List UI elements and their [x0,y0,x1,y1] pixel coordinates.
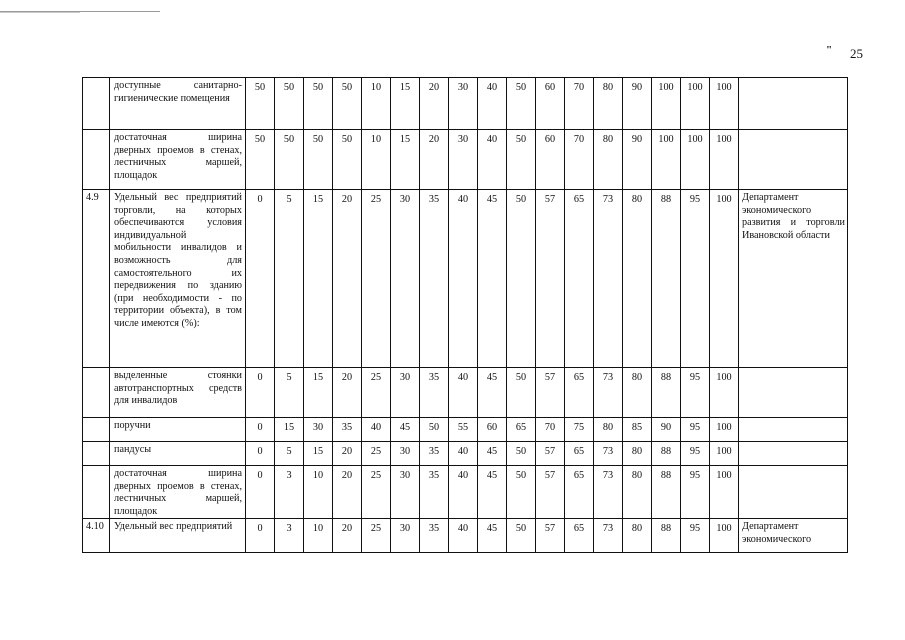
value-cell: 30 [449,130,478,190]
value-cell: 95 [681,442,710,466]
value-cell: 50 [275,78,304,130]
value-cell: 40 [449,466,478,519]
value-cell: 25 [362,368,391,418]
value-cell: 35 [420,368,449,418]
value-cell: 10 [304,519,333,553]
value-cell: 20 [333,519,362,553]
value-cell: 50 [246,130,275,190]
table-row [83,78,848,130]
value-cell: 25 [362,442,391,466]
responsible-cell [739,466,848,519]
table-body [83,78,848,553]
value-cell: 88 [652,190,681,368]
value-cell: 40 [449,190,478,368]
value-cell: 90 [623,78,652,130]
value-cell: 100 [652,130,681,190]
table-row [83,190,848,368]
value-cell: 65 [507,418,536,442]
value-cell: 25 [362,519,391,553]
value-cell: 57 [536,368,565,418]
value-cell: 100 [710,190,739,368]
value-cell: 10 [304,466,333,519]
value-cell: 45 [478,466,507,519]
value-cell: 0 [246,418,275,442]
value-cell: 88 [652,442,681,466]
value-cell: 45 [478,442,507,466]
table-row [83,442,848,466]
value-cell: 5 [275,368,304,418]
value-cell: 80 [623,466,652,519]
scan-artifact-line [0,12,80,13]
indicator-name-cell: выделенные стоянки автотранспортных средств для инвалидов [110,368,246,418]
row-number-cell [83,78,110,130]
value-cell: 5 [275,442,304,466]
value-cell: 65 [565,190,594,368]
value-cell: 20 [420,130,449,190]
value-cell: 45 [478,519,507,553]
value-cell: 0 [246,368,275,418]
value-cell: 30 [391,190,420,368]
indicators-table [82,77,848,553]
value-cell: 30 [391,368,420,418]
value-cell: 35 [333,418,362,442]
value-cell: 40 [362,418,391,442]
responsible-cell [739,418,848,442]
row-number-cell [83,466,110,519]
value-cell: 95 [681,418,710,442]
value-cell: 40 [449,442,478,466]
value-cell: 57 [536,466,565,519]
value-cell: 50 [507,466,536,519]
value-cell: 80 [623,368,652,418]
value-cell: 73 [594,442,623,466]
value-cell: 100 [681,130,710,190]
value-cell: 30 [391,442,420,466]
value-cell: 65 [565,442,594,466]
indicator-name-cell: поручни [110,418,246,442]
value-cell: 73 [594,519,623,553]
value-cell: 20 [333,190,362,368]
value-cell: 88 [652,519,681,553]
value-cell: 25 [362,466,391,519]
value-cell: 50 [246,78,275,130]
value-cell: 0 [246,466,275,519]
value-cell: 60 [478,418,507,442]
value-cell: 30 [449,78,478,130]
value-cell: 80 [623,519,652,553]
row-number-cell [83,130,110,190]
value-cell: 0 [246,442,275,466]
value-cell: 10 [362,78,391,130]
value-cell: 100 [710,78,739,130]
responsible-cell: Департамент экономического развития и торговли Ивановской области [739,190,848,368]
value-cell: 100 [652,78,681,130]
value-cell: 20 [333,368,362,418]
value-cell: 95 [681,466,710,519]
indicator-name-cell: Удельный вес предприятий [110,519,246,553]
page-number: 25 [850,46,863,61]
indicator-name-cell: доступные санитарно-гигиенические помещения [110,78,246,130]
value-cell: 88 [652,466,681,519]
row-number-cell: 4.10 [83,519,110,553]
value-cell: 40 [478,130,507,190]
row-number-cell [83,442,110,466]
value-cell: 80 [623,190,652,368]
value-cell: 73 [594,190,623,368]
value-cell: 15 [304,368,333,418]
value-cell: 35 [420,190,449,368]
value-cell: 95 [681,190,710,368]
value-cell: 35 [420,466,449,519]
value-cell: 55 [449,418,478,442]
value-cell: 85 [623,418,652,442]
value-cell: 40 [449,368,478,418]
row-number-cell: 4.9 [83,190,110,368]
table-row [83,519,848,553]
value-cell: 20 [420,78,449,130]
value-cell: 45 [391,418,420,442]
value-cell: 75 [565,418,594,442]
value-cell: 60 [536,78,565,130]
value-cell: 60 [536,130,565,190]
value-cell: 3 [275,519,304,553]
value-cell: 80 [594,418,623,442]
value-cell: 90 [623,130,652,190]
value-cell: 0 [246,190,275,368]
value-cell: 0 [246,519,275,553]
value-cell: 80 [594,130,623,190]
value-cell: 50 [507,130,536,190]
value-cell: 70 [565,130,594,190]
value-cell: 100 [710,466,739,519]
value-cell: 10 [362,130,391,190]
table-row [83,368,848,418]
value-cell: 40 [449,519,478,553]
value-cell: 50 [507,442,536,466]
value-cell: 30 [391,466,420,519]
value-cell: 50 [420,418,449,442]
responsible-cell [739,368,848,418]
responsible-cell [739,442,848,466]
value-cell: 40 [478,78,507,130]
value-cell: 73 [594,368,623,418]
value-cell: 50 [304,78,333,130]
value-cell: 50 [333,130,362,190]
value-cell: 15 [304,190,333,368]
value-cell: 35 [420,519,449,553]
value-cell: 100 [681,78,710,130]
value-cell: 25 [362,190,391,368]
value-cell: 100 [710,130,739,190]
value-cell: 15 [391,130,420,190]
value-cell: 35 [420,442,449,466]
value-cell: 95 [681,368,710,418]
responsible-cell: Департамент экономического [739,519,848,553]
value-cell: 65 [565,519,594,553]
row-number-cell [83,418,110,442]
indicator-name-cell: достаточная ширина дверных проемов в стенах, лестничных маршей, площадок [110,466,246,519]
value-cell: 50 [507,190,536,368]
value-cell: 20 [333,466,362,519]
value-cell: 80 [594,78,623,130]
value-cell: 15 [391,78,420,130]
value-cell: 15 [275,418,304,442]
value-cell: 45 [478,190,507,368]
value-cell: 30 [304,418,333,442]
value-cell: 45 [478,368,507,418]
value-cell: 95 [681,519,710,553]
value-cell: 100 [710,368,739,418]
value-cell: 20 [333,442,362,466]
value-cell: 15 [304,442,333,466]
value-cell: 50 [507,78,536,130]
value-cell: 50 [275,130,304,190]
value-cell: 30 [391,519,420,553]
value-cell: 73 [594,466,623,519]
table-row [83,466,848,519]
value-cell: 50 [507,519,536,553]
value-cell: 5 [275,190,304,368]
indicator-name-cell: пандусы [110,442,246,466]
value-cell: 100 [710,418,739,442]
value-cell: 57 [536,519,565,553]
value-cell: 50 [304,130,333,190]
indicator-name-cell: достаточная ширина дверных проемов в стенах, лестничных маршей, площадок [110,130,246,190]
value-cell: 57 [536,190,565,368]
responsible-cell [739,78,848,130]
value-cell: 50 [507,368,536,418]
value-cell: 100 [710,519,739,553]
value-cell: 70 [536,418,565,442]
value-cell: 100 [710,442,739,466]
table-row [83,130,848,190]
value-cell: 65 [565,368,594,418]
responsible-cell [739,130,848,190]
value-cell: 50 [333,78,362,130]
row-number-cell [83,368,110,418]
value-cell: 65 [565,466,594,519]
value-cell: 90 [652,418,681,442]
value-cell: 3 [275,466,304,519]
table-row [83,418,848,442]
page-mark: " [826,44,833,56]
value-cell: 70 [565,78,594,130]
value-cell: 80 [623,442,652,466]
value-cell: 57 [536,442,565,466]
value-cell: 88 [652,368,681,418]
indicator-name-cell: Удельный вес предприятий торговли, на которых обеспечиваются условия индивидуальной мобильности инвалидов и возможность для самостоятельного их передвижения по зданию (при необходимости - по территории объекта), в том числе имеются (%): [110,190,246,368]
